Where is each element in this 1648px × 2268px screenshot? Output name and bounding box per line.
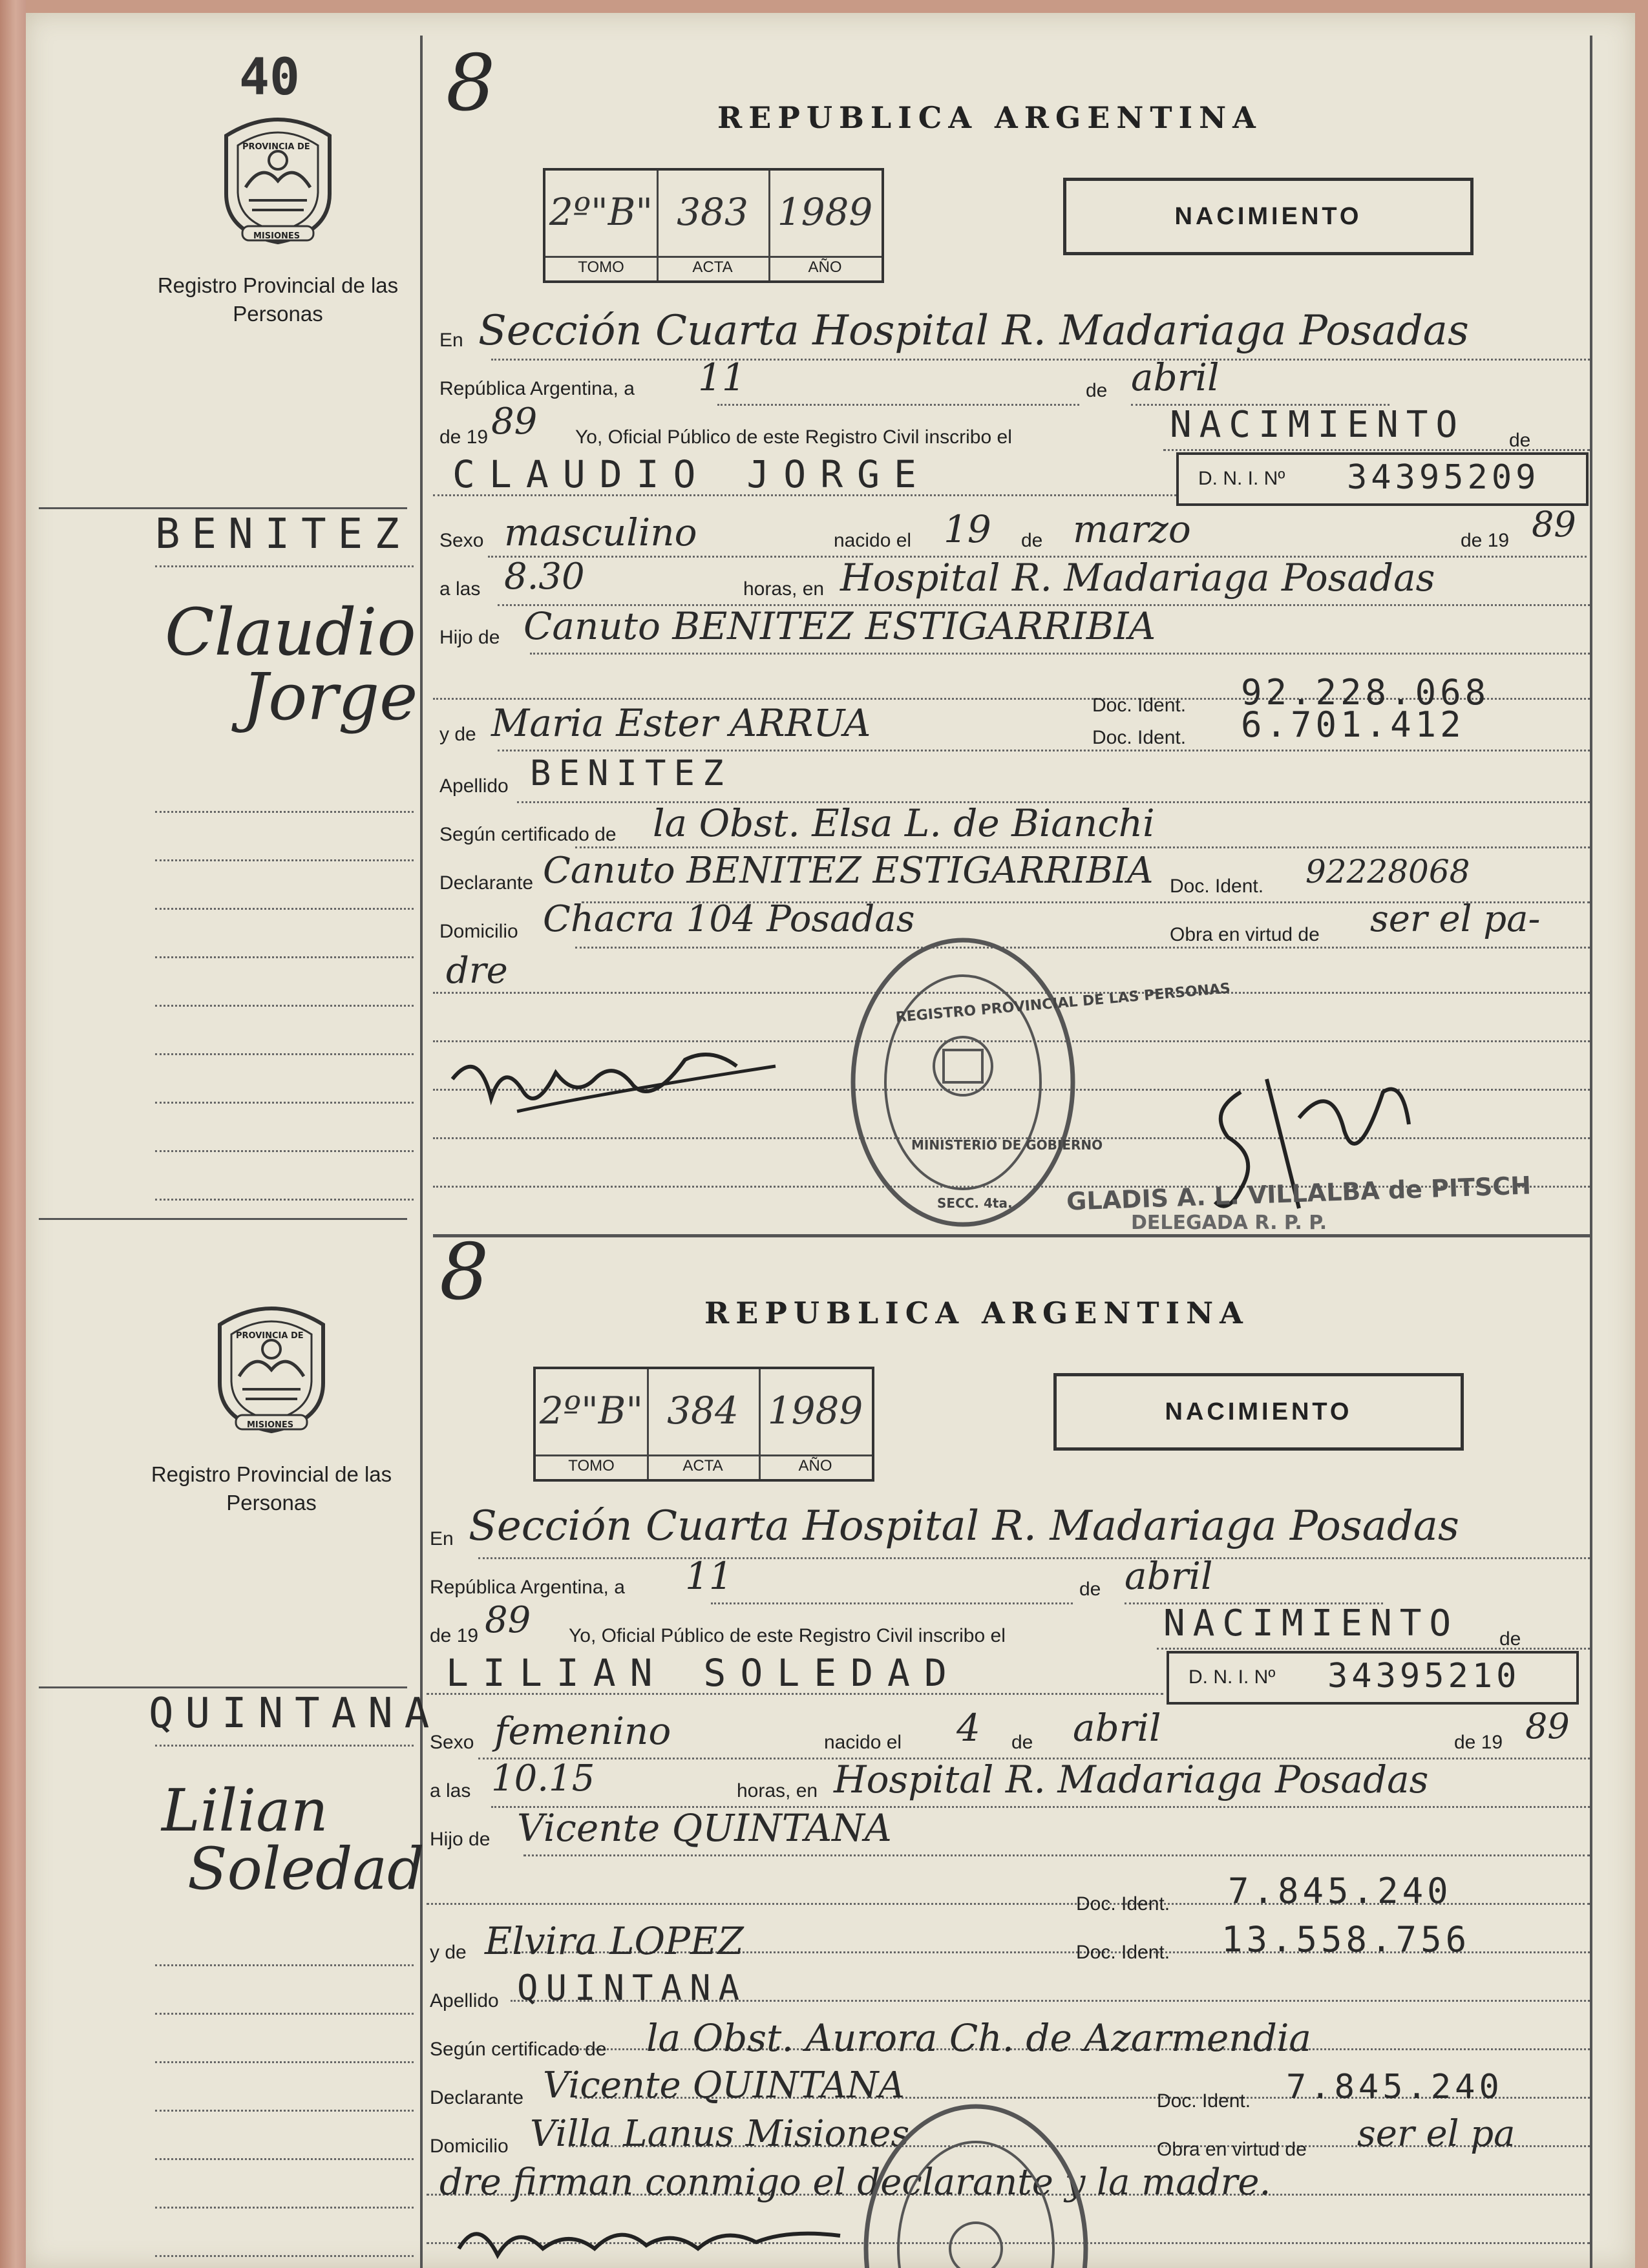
padre-doc-value: 7.845.240	[1228, 1871, 1452, 1911]
madre-doc-value: 13.558.756	[1221, 1919, 1471, 1960]
label-de-final: de	[1509, 430, 1531, 451]
anio-label: AÑO	[808, 258, 842, 276]
label-de-2: de	[1021, 530, 1043, 551]
label-republica: República Argentina, a	[439, 378, 635, 399]
label-oficial: Yo, Oficial Público de este Registro Civil inscribo el	[569, 1625, 1006, 1646]
certificado-value: la Obst. Elsa L. de Bianchi	[653, 801, 1155, 845]
register-page	[26, 13, 1635, 2268]
nac-dia-value: 19	[944, 507, 991, 551]
act-header: REPUBLICA ARGENTINA	[704, 1296, 1249, 1330]
margin-surname: BENITEZ	[155, 510, 411, 558]
label-doc-3: Doc. Ident.	[1157, 2090, 1251, 2112]
label-en: En	[439, 330, 463, 351]
label-doc-1: Doc. Ident.	[1092, 695, 1187, 716]
label-hijo: Hijo de	[430, 1829, 491, 1850]
domicilio-value: Chacra 104 Posadas	[543, 898, 915, 940]
registry-seal-stamp	[853, 2100, 1099, 2268]
dni-box	[1167, 1651, 1579, 1705]
padre-value: Canuto BENITEZ ESTIGARRIBIA	[523, 604, 1156, 648]
margin-second-name: Jorge	[242, 659, 418, 735]
declarante-value: Canuto BENITEZ ESTIGARRIBIA	[543, 850, 1154, 892]
act-header: REPUBLICA ARGENTINA	[717, 100, 1262, 135]
hora-value: 10.15	[491, 1758, 595, 1800]
label-hijo: Hijo de	[439, 627, 500, 648]
misiones-emblem-icon	[207, 1299, 336, 1438]
label-obra: Obra en virtud de	[1170, 924, 1320, 945]
dia-value: 11	[685, 1554, 733, 1598]
domicilio-value: Villa Lanus Misiones	[530, 2113, 910, 2155]
label-de19-2: de 19	[1461, 530, 1510, 551]
tomo-label: TOMO	[568, 1457, 615, 1475]
seal-ring-text: REGISTRO PROVINCIAL DE LAS PERSONAS	[894, 980, 1231, 1026]
label-republica: República Argentina, a	[430, 1577, 625, 1598]
nombre-value: LILIAN SOLEDAD	[446, 1651, 961, 1695]
registry-seal-stamp	[840, 930, 1086, 1234]
anio-corto-value: 89	[491, 401, 538, 443]
seccion-value: Sección Cuarta Hospital R. Madariaga Posadas	[469, 1502, 1459, 1550]
sexo-value: masculino	[504, 510, 697, 554]
seal-inner-text: MINISTERIO DE GOBIERNO	[911, 1137, 1103, 1153]
nac-mes-value: abril	[1073, 1706, 1161, 1750]
margin-first-name: Claudio	[165, 594, 416, 670]
label-de-19: de 19	[439, 426, 489, 448]
label-doc-3: Doc. Ident.	[1170, 876, 1264, 897]
padre-doc-value: 92.228.068	[1241, 672, 1490, 713]
declarant-signature	[439, 1021, 801, 1131]
label-declarante: Declarante	[439, 872, 534, 894]
margin-surname: QUINTANA	[149, 1690, 441, 1738]
madre-doc-value: 6.701.412	[1241, 704, 1465, 745]
nac-anio-value: 89	[1525, 1706, 1570, 1747]
emblem-top-text: PROVINCIA DE	[236, 1331, 304, 1341]
obra-value-2: dre firman conmigo el declarante y la madre.	[439, 2161, 1271, 2203]
declarant-signature	[452, 2210, 866, 2268]
misiones-emblem-icon	[213, 110, 343, 249]
tomo-acta-anio-box	[543, 168, 884, 283]
official-role-stamp: DELEGADA R. P. P.	[1131, 1212, 1327, 1234]
nombre-value: CLAUDIO JORGE	[452, 452, 931, 496]
label-segun: Según certificado de	[439, 824, 617, 845]
right-border	[1590, 36, 1592, 2268]
tomo-label: TOMO	[578, 258, 624, 276]
act-separator	[433, 1234, 1590, 1237]
tomo-acta-anio-box	[533, 1367, 874, 1482]
label-en: En	[430, 1528, 454, 1549]
label-a-las: a las	[439, 578, 481, 600]
label-sexo: Sexo	[439, 530, 484, 551]
obra-value-2: dre	[446, 950, 508, 992]
label-obra: Obra en virtud de	[1157, 2139, 1307, 2160]
registry-name: Registro Provincial de las Personas	[151, 1462, 392, 1515]
lugar-value: Hospital R. Madariaga Posadas	[834, 1758, 1429, 1801]
seal-bottom-text: SECC. 4ta.	[937, 1195, 1013, 1211]
apellido-value: QUINTANA	[517, 1968, 748, 2008]
emblem-bottom-text: MISIONES	[253, 231, 301, 241]
acta-label: ACTA	[682, 1457, 723, 1475]
madre-value: Maria Ester ARRUA	[491, 701, 871, 745]
label-oficial: Yo, Oficial Público de este Registro Civil inscribo el	[575, 426, 1012, 448]
label-a-las: a las	[430, 1780, 471, 1801]
dni-box	[1176, 452, 1589, 506]
declarante-doc-value: 92228068	[1305, 853, 1470, 890]
declarante-doc-value: 7.845.240	[1286, 2068, 1503, 2106]
anio-value: 1989	[767, 1389, 863, 1433]
label-sexo: Sexo	[430, 1732, 474, 1753]
label-nacido: nacido el	[834, 530, 912, 551]
obra-value-1: ser el pa-	[1370, 898, 1541, 940]
acto-value: NACIMIENTO	[1163, 1602, 1459, 1644]
nac-dia-value: 4	[956, 1706, 980, 1750]
dni-value: 34395209	[1347, 458, 1540, 497]
dni-value: 34395210	[1327, 1657, 1521, 1696]
folio-mark: 8	[446, 39, 496, 129]
certificado-value: la Obst. Aurora Ch. de Azarmendia	[646, 2016, 1311, 2060]
label-y-de: y de	[430, 1942, 467, 1963]
book-binding-edge	[0, 0, 26, 2268]
label-domicilio: Domicilio	[430, 2136, 509, 2157]
act-type-box: NACIMIENTO	[1063, 178, 1474, 255]
acta-value: 383	[677, 190, 748, 234]
label-de-19: de 19	[430, 1625, 479, 1646]
label-declarante: Declarante	[430, 2087, 524, 2108]
label-nacido: nacido el	[824, 1732, 902, 1753]
label-doc-2: Doc. Ident.	[1092, 727, 1187, 748]
label-dni: D. N. I. Nº	[1188, 1666, 1276, 1688]
hora-value: 8.30	[504, 556, 585, 598]
margin-first-name: Lilian	[162, 1777, 328, 1845]
label-horas: horas, en	[737, 1780, 818, 1801]
sexo-value: femenino	[494, 1709, 671, 1753]
margin-top-rule-1	[39, 507, 407, 509]
label-de-final: de	[1499, 1628, 1521, 1650]
label-de: de	[1079, 1579, 1101, 1600]
emblem-bottom-text: MISIONES	[247, 1420, 294, 1430]
page-number: 40	[239, 48, 300, 107]
acta-label: ACTA	[692, 258, 733, 276]
nac-anio-value: 89	[1532, 504, 1576, 545]
label-de19-2: de 19	[1454, 1732, 1503, 1753]
madre-value: Elvira LOPEZ	[485, 1919, 744, 1963]
registry-name: Registro Provincial de las Personas	[157, 273, 399, 326]
nac-mes-value: marzo	[1073, 507, 1191, 551]
obra-value-1: ser el pa	[1357, 2113, 1516, 2155]
folio-mark: 8	[439, 1228, 489, 1318]
label-doc-1: Doc. Ident.	[1076, 1893, 1170, 1915]
label-segun: Según certificado de	[430, 2039, 607, 2060]
label-de: de	[1086, 380, 1108, 401]
label-de-2: de	[1011, 1732, 1033, 1753]
padre-value: Vicente QUINTANA	[517, 1806, 892, 1850]
label-y-de: y de	[439, 724, 476, 745]
emblem-top-text: PROVINCIA DE	[242, 142, 310, 152]
act-type-box: NACIMIENTO	[1053, 1373, 1464, 1451]
label-horas: horas, en	[743, 578, 825, 600]
acta-value: 384	[667, 1389, 739, 1433]
seccion-value: Sección Cuarta Hospital R. Madariaga Posadas	[478, 307, 1469, 355]
margin-top-rule-2	[39, 1686, 407, 1688]
official-name-stamp: GLADIS A. L. VILLALBA de PITSCH	[1066, 1171, 1532, 1216]
tomo-value: 2º"B"	[549, 190, 653, 234]
lugar-value: Hospital R. Madariaga Posadas	[840, 556, 1435, 600]
dia-value: 11	[698, 355, 746, 399]
margin-separator	[39, 1218, 407, 1220]
tomo-value: 2º"B"	[539, 1389, 644, 1433]
label-doc-2: Doc. Ident.	[1076, 1942, 1170, 1963]
acto-value: NACIMIENTO	[1170, 404, 1466, 446]
mes-value: abril	[1125, 1554, 1213, 1598]
margin-second-name: Soledad	[187, 1835, 425, 1903]
label-domicilio: Domicilio	[439, 921, 518, 942]
mes-value: abril	[1131, 355, 1220, 399]
anio-label: AÑO	[798, 1457, 832, 1475]
label-dni: D. N. I. Nº	[1198, 468, 1285, 489]
apellido-value: BENITEZ	[530, 753, 732, 793]
column-divider	[420, 36, 423, 2268]
anio-corto-value: 89	[485, 1599, 531, 1641]
label-apellido: Apellido	[439, 775, 509, 797]
anio-value: 1989	[777, 190, 873, 234]
declarante-value: Vicente QUINTANA	[543, 2064, 905, 2106]
label-apellido: Apellido	[430, 1990, 499, 2011]
